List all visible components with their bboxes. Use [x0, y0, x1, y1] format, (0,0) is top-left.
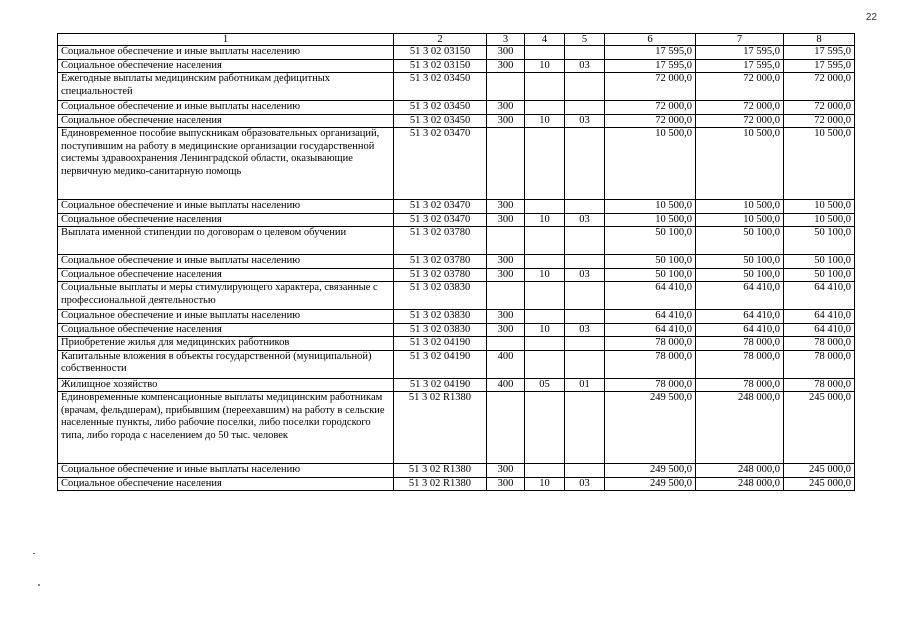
table-row [58, 101, 855, 115]
row-name-cell: Выплата именной стипендии по договорам о целевом обучении [58, 227, 394, 255]
subsection-cell [565, 101, 605, 115]
subsection-cell [565, 227, 605, 255]
row-name-cell: Единовременные компенсационные выплаты медицинским работникам (врачам, фельдшерам), прибывшим (переехавшим) на работу в сельские населенные пункты, либо рабочие поселки, либо поселки городского типа, либо города с населением до 50 тыс. человек [58, 392, 394, 464]
subsection-cell: 03 [565, 213, 605, 227]
budget-code-cell: 51 3 02 03470 [394, 200, 487, 214]
amount-col7-cell: 248 000,0 [696, 464, 784, 478]
subsection-cell [565, 464, 605, 478]
row-name-cell: Социальное обеспечение населения [58, 477, 394, 491]
table-row [58, 350, 855, 378]
row-name-cell: Социальное обеспечение населения [58, 114, 394, 128]
row-name-cell: Социальное обеспечение населения [58, 323, 394, 337]
table-row [58, 46, 855, 60]
section-cell: 10 [525, 114, 565, 128]
table-row [58, 255, 855, 269]
row-name-cell: Социальные выплаты и меры стимулирующего характера, связанные с профессиональной деятельностью [58, 282, 394, 310]
amount-col6-cell: 64 410,0 [605, 310, 696, 324]
budget-code-cell: 51 3 02 04190 [394, 350, 487, 378]
header-cell: 7 [696, 34, 784, 46]
expense-type-cell: 300 [487, 213, 525, 227]
budget-code-cell: 51 3 02 03830 [394, 323, 487, 337]
section-cell: 10 [525, 323, 565, 337]
budget-table [57, 33, 855, 491]
subsection-cell [565, 128, 605, 200]
amount-col8-cell: 72 000,0 [784, 101, 855, 115]
section-cell [525, 392, 565, 464]
expense-type-cell [487, 337, 525, 351]
amount-col7-cell: 78 000,0 [696, 337, 784, 351]
expense-type-cell: 300 [487, 200, 525, 214]
amount-col8-cell: 10 500,0 [784, 213, 855, 227]
amount-col7-cell: 50 100,0 [696, 268, 784, 282]
expense-type-cell: 300 [487, 255, 525, 269]
section-cell [525, 128, 565, 200]
amount-col6-cell: 72 000,0 [605, 114, 696, 128]
amount-col6-cell: 78 000,0 [605, 337, 696, 351]
amount-col7-cell: 78 000,0 [696, 378, 784, 392]
amount-col6-cell: 10 500,0 [605, 200, 696, 214]
expense-type-cell: 300 [487, 46, 525, 60]
header-cell: 1 [58, 34, 394, 46]
expense-type-cell: 300 [487, 59, 525, 73]
amount-col6-cell: 50 100,0 [605, 227, 696, 255]
expense-type-cell: 300 [487, 310, 525, 324]
table-row [58, 310, 855, 324]
budget-code-cell: 51 3 02 03830 [394, 282, 487, 310]
amount-col6-cell: 10 500,0 [605, 128, 696, 200]
header-row [58, 34, 855, 46]
amount-col6-cell: 17 595,0 [605, 46, 696, 60]
amount-col7-cell: 64 410,0 [696, 310, 784, 324]
amount-col6-cell: 78 000,0 [605, 350, 696, 378]
amount-col7-cell: 17 595,0 [696, 46, 784, 60]
table-row [58, 114, 855, 128]
subsection-cell: 03 [565, 323, 605, 337]
budget-code-cell: 51 3 02 03780 [394, 255, 487, 269]
row-name-cell: Социальное обеспечение и иные выплаты населению [58, 46, 394, 60]
expense-type-cell: 300 [487, 268, 525, 282]
amount-col8-cell: 10 500,0 [784, 128, 855, 200]
expense-type-cell: 400 [487, 350, 525, 378]
row-name-cell: Социальное обеспечение и иные выплаты населению [58, 255, 394, 269]
amount-col6-cell: 17 595,0 [605, 59, 696, 73]
subsection-cell [565, 310, 605, 324]
subsection-cell: 01 [565, 378, 605, 392]
subsection-cell: 03 [565, 59, 605, 73]
amount-col8-cell: 50 100,0 [784, 268, 855, 282]
section-cell [525, 464, 565, 478]
budget-code-cell: 51 3 02 03450 [394, 114, 487, 128]
budget-code-cell: 51 3 02 03450 [394, 101, 487, 115]
amount-col6-cell: 64 410,0 [605, 282, 696, 310]
table-row [58, 73, 855, 101]
amount-col7-cell: 17 595,0 [696, 59, 784, 73]
amount-col7-cell: 72 000,0 [696, 73, 784, 101]
expense-type-cell [487, 282, 525, 310]
amount-col8-cell: 72 000,0 [784, 114, 855, 128]
table-row [58, 213, 855, 227]
scan-speck [33, 553, 35, 554]
section-cell: 10 [525, 477, 565, 491]
section-cell [525, 73, 565, 101]
row-name-cell: Социальное обеспечение населения [58, 268, 394, 282]
subsection-cell: 03 [565, 268, 605, 282]
expense-type-cell [487, 392, 525, 464]
budget-code-cell: 51 3 02 03780 [394, 268, 487, 282]
subsection-cell [565, 200, 605, 214]
budget-code-cell: 51 3 02 03450 [394, 73, 487, 101]
expense-type-cell: 300 [487, 323, 525, 337]
budget-code-cell: 51 3 02 03150 [394, 59, 487, 73]
amount-col6-cell: 249 500,0 [605, 464, 696, 478]
row-name-cell: Социальное обеспечение населения [58, 59, 394, 73]
table-row [58, 392, 855, 464]
amount-col8-cell: 50 100,0 [784, 227, 855, 255]
subsection-cell [565, 73, 605, 101]
budget-code-cell: 51 3 02 04190 [394, 337, 487, 351]
row-name-cell: Социальное обеспечение и иные выплаты населению [58, 464, 394, 478]
budget-code-cell: 51 3 02 R1380 [394, 392, 487, 464]
amount-col6-cell: 50 100,0 [605, 255, 696, 269]
amount-col6-cell: 72 000,0 [605, 101, 696, 115]
section-cell [525, 350, 565, 378]
amount-col8-cell: 17 595,0 [784, 46, 855, 60]
page-number: 22 [865, 12, 877, 23]
row-name-cell: Ежегодные выплаты медицинским работникам дефицитных специальностей [58, 73, 394, 101]
row-name-cell: Единовременное пособие выпускникам образовательных организаций, поступившим на работу в медицинские организации государственной системы здравоохранения Ленинградской области, оказывающие первичную медико-санитарную помощь [58, 128, 394, 200]
header-cell: 3 [487, 34, 525, 46]
section-cell [525, 337, 565, 351]
row-name-cell: Приобретение жилья для медицинских работников [58, 337, 394, 351]
amount-col8-cell: 50 100,0 [784, 255, 855, 269]
budget-code-cell: 51 3 02 R1380 [394, 464, 487, 478]
section-cell [525, 46, 565, 60]
amount-col6-cell: 249 500,0 [605, 392, 696, 464]
amount-col8-cell: 72 000,0 [784, 73, 855, 101]
subsection-cell: 03 [565, 114, 605, 128]
table-row [58, 282, 855, 310]
expense-type-cell: 300 [487, 114, 525, 128]
amount-col7-cell: 78 000,0 [696, 350, 784, 378]
amount-col7-cell: 72 000,0 [696, 101, 784, 115]
table-row [58, 128, 855, 200]
section-cell: 10 [525, 213, 565, 227]
table-row [58, 268, 855, 282]
budget-code-cell: 51 3 02 R1380 [394, 477, 487, 491]
expense-type-cell: 300 [487, 477, 525, 491]
header-cell: 6 [605, 34, 696, 46]
header-cell: 5 [565, 34, 605, 46]
subsection-cell [565, 392, 605, 464]
amount-col7-cell: 10 500,0 [696, 213, 784, 227]
budget-code-cell: 51 3 02 03780 [394, 227, 487, 255]
table-row [58, 477, 855, 491]
section-cell: 05 [525, 378, 565, 392]
amount-col6-cell: 10 500,0 [605, 213, 696, 227]
amount-col6-cell: 78 000,0 [605, 378, 696, 392]
amount-col7-cell: 50 100,0 [696, 227, 784, 255]
budget-code-cell: 51 3 02 04190 [394, 378, 487, 392]
amount-col8-cell: 10 500,0 [784, 200, 855, 214]
section-cell [525, 227, 565, 255]
row-name-cell: Социальное обеспечение населения [58, 213, 394, 227]
amount-col8-cell: 245 000,0 [784, 392, 855, 464]
section-cell: 10 [525, 59, 565, 73]
amount-col8-cell: 78 000,0 [784, 350, 855, 378]
header-cell: 4 [525, 34, 565, 46]
budget-code-cell: 51 3 02 03470 [394, 213, 487, 227]
expense-type-cell: 300 [487, 101, 525, 115]
section-cell [525, 255, 565, 269]
row-name-cell: Капитальные вложения в объекты государственной (муниципальной) собственности [58, 350, 394, 378]
amount-col8-cell: 78 000,0 [784, 337, 855, 351]
row-name-cell: Социальное обеспечение и иные выплаты населению [58, 101, 394, 115]
subsection-cell [565, 282, 605, 310]
table-row [58, 59, 855, 73]
subsection-cell [565, 350, 605, 378]
row-name-cell: Социальное обеспечение и иные выплаты населению [58, 310, 394, 324]
table-row [58, 323, 855, 337]
amount-col8-cell: 245 000,0 [784, 464, 855, 478]
amount-col6-cell: 64 410,0 [605, 323, 696, 337]
table-row [58, 200, 855, 214]
subsection-cell: 03 [565, 477, 605, 491]
amount-col8-cell: 64 410,0 [784, 282, 855, 310]
expense-type-cell: 300 [487, 464, 525, 478]
header-cell: 2 [394, 34, 487, 46]
table-body [58, 46, 855, 491]
amount-col7-cell: 64 410,0 [696, 323, 784, 337]
amount-col7-cell: 72 000,0 [696, 114, 784, 128]
expense-type-cell [487, 73, 525, 101]
amount-col6-cell: 249 500,0 [605, 477, 696, 491]
expense-type-cell: 400 [487, 378, 525, 392]
amount-col6-cell: 50 100,0 [605, 268, 696, 282]
amount-col8-cell: 64 410,0 [784, 310, 855, 324]
amount-col8-cell: 245 000,0 [784, 477, 855, 491]
amount-col7-cell: 10 500,0 [696, 200, 784, 214]
section-cell [525, 282, 565, 310]
expense-type-cell [487, 227, 525, 255]
budget-code-cell: 51 3 02 03830 [394, 310, 487, 324]
header-cell: 8 [784, 34, 855, 46]
section-cell [525, 101, 565, 115]
subsection-cell [565, 337, 605, 351]
section-cell [525, 200, 565, 214]
amount-col7-cell: 64 410,0 [696, 282, 784, 310]
subsection-cell [565, 46, 605, 60]
table-row [58, 337, 855, 351]
amount-col8-cell: 64 410,0 [784, 323, 855, 337]
row-name-cell: Жилищное хозяйство [58, 378, 394, 392]
subsection-cell [565, 255, 605, 269]
amount-col6-cell: 72 000,0 [605, 73, 696, 101]
table-row [58, 227, 855, 255]
table-row [58, 464, 855, 478]
section-cell: 10 [525, 268, 565, 282]
amount-col7-cell: 248 000,0 [696, 392, 784, 464]
budget-code-cell: 51 3 02 03470 [394, 128, 487, 200]
amount-col8-cell: 17 595,0 [784, 59, 855, 73]
section-cell [525, 310, 565, 324]
amount-col7-cell: 50 100,0 [696, 255, 784, 269]
row-name-cell: Социальное обеспечение и иные выплаты населению [58, 200, 394, 214]
scan-speck [38, 584, 40, 586]
amount-col8-cell: 78 000,0 [784, 378, 855, 392]
table-row [58, 378, 855, 392]
amount-col7-cell: 10 500,0 [696, 128, 784, 200]
budget-code-cell: 51 3 02 03150 [394, 46, 487, 60]
amount-col7-cell: 248 000,0 [696, 477, 784, 491]
expense-type-cell [487, 128, 525, 200]
table-header [58, 34, 855, 46]
